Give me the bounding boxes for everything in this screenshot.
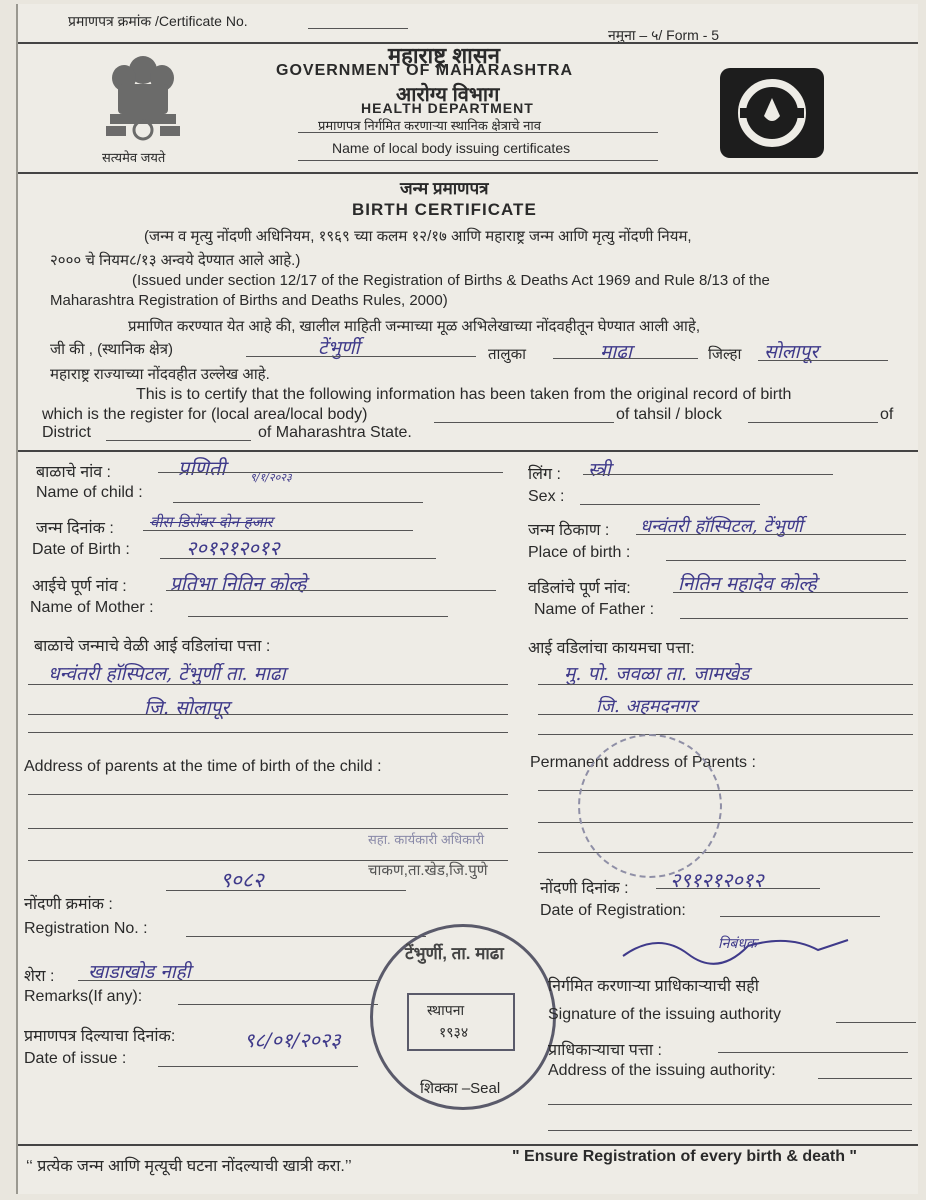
district-value: सोलापूर [764, 341, 819, 363]
preamble-marathi-1: (जन्म व मृत्यु नोंदणी अधिनियम, १९६९ च्या कलम १२/१७ आणि महाराष्ट्र जन्म आणि मृत्यु नोंदणी नियम, [144, 228, 692, 245]
registration-date-line-1 [656, 888, 820, 889]
local-area-line [246, 356, 476, 357]
birth-address-en-line-1 [28, 794, 508, 795]
state-emblem [88, 48, 198, 165]
authority-address-line-1 [718, 1052, 908, 1053]
child-name-line-1 [158, 472, 503, 473]
remarks-line-2 [178, 1004, 378, 1005]
remarks-label-english: Remarks(If any): [24, 988, 143, 1005]
registration-date-label-english: Date of Registration: [540, 902, 686, 919]
header-bottom-rule [18, 172, 918, 174]
sex-label-marathi: लिंग : [528, 466, 561, 483]
registration-date-value: २९१२१२०१२ [670, 868, 764, 892]
registration-date-line-2 [720, 916, 880, 917]
certify-english-3-a: District [42, 424, 91, 441]
district-label: जिल्हा [708, 346, 742, 363]
health-department-logo [720, 68, 824, 158]
local-body-line-2 [298, 160, 658, 161]
permanent-address-label-marathi: आई वडिलांचा कायमचा पत्ता: [528, 640, 695, 657]
department-title-english: HEALTH DEPARTMENT [361, 100, 534, 116]
sex-line-1 [583, 474, 833, 475]
registrar-signature [618, 926, 858, 966]
certify-english-2-c: of [880, 406, 894, 423]
issue-date-label-marathi: प्रमाणपत्र दिल्याचा दिनांक: [24, 1028, 176, 1045]
form-number: नमुना – ५/ Form - 5 [608, 27, 720, 43]
birth-address-label-english: Address of parents at the time of birth of the child : [24, 758, 382, 775]
pob-label-marathi: जन्म ठिकाण : [528, 522, 610, 539]
local-body-label-english: Name of local body issuing certificates [332, 140, 571, 156]
dob-label-marathi: जन्म दिनांक : [36, 520, 114, 537]
birth-address-en-line-2 [28, 828, 508, 829]
emblem-motto: सत्यमेव जयते [102, 150, 166, 165]
birth-certificate [16, 4, 918, 1194]
birth-address-value-2: जि. सोलापूर [144, 697, 230, 719]
certify-english-2-a: which is the register for (local area/local body) [42, 406, 368, 423]
preamble-english-1: (Issued under section 12/17 of the Registration of Births & Deaths Act 1969 and Rule 8/13 of the [132, 272, 770, 289]
remarks-label-marathi: शेरा : [24, 968, 55, 985]
tahsil-blank-line [748, 422, 878, 423]
birth-address-value-1: धन्वंतरी हॉस्पिटल, टेंभुर्णी ता. माढा [48, 663, 286, 685]
pob-line-1 [636, 534, 906, 535]
office-stamp-place: चाकण,ता.खेड,जि.पुणे [368, 862, 488, 879]
office-stamp-title: सहा. कार्यकारी अधिकारी [368, 832, 485, 847]
seal-label: शिक्का –Seal [420, 1080, 501, 1097]
certificate-title-marathi: जन्म प्रमाणपत्र [400, 179, 489, 198]
sex-value: स्त्री [588, 459, 611, 481]
permanent-address-value-2: जि. अहमदनगर [596, 696, 697, 717]
pob-line-2 [666, 560, 906, 561]
certify-english-3-b: of Maharashtra State. [258, 424, 412, 441]
footer-slogan-marathi: ‘‘ प्रत्येक जन्म आणि मृत्यूची घटना नोंदल्याची खात्री करा.’’ [26, 1158, 352, 1175]
district-line [758, 360, 888, 361]
registration-number-label-english: Registration No. : [24, 920, 148, 937]
local-body-blank-line [434, 422, 614, 423]
health-logo-icon [720, 68, 824, 158]
mother-line-2 [188, 616, 448, 617]
child-name-note: ९/१/२०२३ [250, 471, 292, 484]
permanent-address-line-1 [538, 684, 913, 685]
government-title-marathi: महाराष्ट्र शासन [388, 43, 500, 68]
issue-date-line [158, 1066, 358, 1067]
certify-english-2-b: of tahsil / block [616, 406, 722, 423]
child-name-label-english: Name of child : [36, 484, 143, 501]
preamble-english-2: Maharashtra Registration of Births and Deaths Rules, 2000) [50, 292, 448, 309]
mother-line-1 [166, 590, 496, 591]
certify-marathi-3: महाराष्ट्र राज्याच्या नोंदवहीत उल्लेख आहे. [50, 366, 270, 383]
certificate-number-label: प्रमाणपत्र क्रमांक /Certificate No. [68, 13, 248, 29]
birth-address-line-3 [28, 732, 508, 733]
mother-value: प्रतिभा नितिन कोल्हे [170, 573, 307, 595]
permanent-address-label-english: Permanent address of Parents : [530, 754, 756, 771]
child-name-label-marathi: बाळाचे नांव : [36, 464, 112, 481]
round-stamp-year: १९३४ [439, 1024, 469, 1040]
dob-value: २०१२१२०१२ [186, 536, 280, 560]
taluka-label: तालुका [488, 346, 527, 363]
footer-slogan-english: " Ensure Registration of every birth & death " [512, 1148, 858, 1165]
mother-label-marathi: आईचे पूर्ण नांव : [32, 578, 127, 595]
registration-number-line-2 [186, 936, 426, 937]
dob-words-value: वीस डिसेंबर दोन हजार [150, 513, 273, 531]
local-body-label-marathi: प्रमाणपत्र निर्गमित करणाऱ्या स्थानिक क्षेत्राचे नाव [318, 118, 541, 133]
preamble-marathi-2: २००० चे नियम८/१३ अन्वये देण्यात आले आहे.) [50, 252, 301, 269]
issue-date-label-english: Date of issue : [24, 1050, 127, 1067]
sex-label-english: Sex : [528, 488, 565, 505]
registrar-label: निबंधक [718, 936, 757, 952]
round-stamp-top-text: टेंभुर्णी, ता. माढा [405, 944, 504, 963]
dob-label-english: Date of Birth : [32, 541, 130, 558]
sex-line-2 [580, 504, 760, 505]
dob-line-2 [160, 558, 436, 559]
certificate-title-english: BIRTH CERTIFICATE [352, 200, 537, 219]
certify-marathi-1: प्रमाणित करण्यात येत आहे की, खालील माहिती जन्माच्या मूळ अभिलेखाच्या नोंदवहीतून घेण्यात आली आहे, [128, 318, 701, 335]
mother-label-english: Name of Mother : [30, 599, 154, 616]
department-title-marathi: आरोग्य विभाग [396, 84, 500, 106]
round-stamp-center-text: स्थापना [427, 1002, 465, 1018]
father-value: नितिन महादेव कोल्हे [678, 573, 817, 595]
permanent-address-value-1: मु. पो. जवळा ता. जामखेड [564, 663, 750, 685]
child-name-line-2 [173, 502, 423, 503]
certificate-number-line [308, 28, 408, 29]
signature-line [836, 1022, 916, 1023]
father-line-2 [680, 618, 908, 619]
registration-number-value: ९०८२ [220, 868, 264, 892]
section-rule [18, 450, 918, 452]
remarks-value: खाडाखोड नाही [88, 961, 191, 983]
registration-date-label-marathi: नोंदणी दिनांक : [540, 880, 629, 897]
registration-number-line-1 [166, 890, 406, 891]
child-name-value: प्रणिती [178, 456, 226, 480]
permanent-address-line-2 [538, 714, 913, 715]
authority-address-label-english: Address of the issuing authority: [548, 1062, 776, 1079]
father-label-marathi: वडिलांचे पूर्ण नांव: [528, 580, 631, 597]
round-stamp-inner-box [407, 993, 515, 1051]
birth-address-line-2 [28, 714, 508, 715]
remarks-line-1 [78, 980, 378, 981]
issue-date-value: ९८/०१/२०२३ [244, 1028, 341, 1052]
local-body-line [298, 132, 658, 133]
father-line-1 [673, 592, 908, 593]
authority-address-label-marathi: प्राधिकाऱ्याचा पत्ता : [548, 1042, 662, 1059]
dob-line-1 [143, 530, 413, 531]
birth-address-label-marathi: बाळाचे जन्माचे वेळी आई वडिलांचा पत्ता : [34, 638, 271, 655]
lion-capital-icon [88, 48, 198, 148]
authority-address-line-2 [818, 1078, 912, 1079]
permanent-address-line-3 [538, 734, 913, 735]
father-label-english: Name of Father : [534, 601, 655, 618]
authority-address-line-4 [548, 1130, 912, 1131]
taluka-line [553, 358, 698, 359]
signature-label-english: Signature of the issuing authority [548, 1006, 782, 1023]
district-blank-line [106, 440, 251, 441]
pob-value: धन्वंतरी हॉस्पिटल, टेंभुर्णी [640, 516, 803, 537]
taluka-value: माढा [600, 341, 632, 363]
registration-number-label-marathi: नोंदणी क्रमांक : [24, 896, 113, 913]
government-title-english: GOVERNMENT OF MAHARASHTRA [276, 62, 573, 79]
certify-marathi-local-area-label: जी की , (स्थानिक क्षेत्र) [50, 341, 174, 358]
birth-address-line-1 [28, 684, 508, 685]
authority-address-line-3 [548, 1104, 912, 1105]
certify-english-1: This is to certify that the following information has been taken from the original record of birth [136, 386, 792, 403]
registrar-seal [578, 734, 722, 878]
pob-label-english: Place of birth : [528, 544, 631, 561]
signature-label-marathi: निर्गमित करणाऱ्या प्राधिकाऱ्याची सही [548, 978, 759, 995]
footer-rule [18, 1144, 918, 1146]
local-area-value: टेंभुर्णी [318, 337, 360, 359]
